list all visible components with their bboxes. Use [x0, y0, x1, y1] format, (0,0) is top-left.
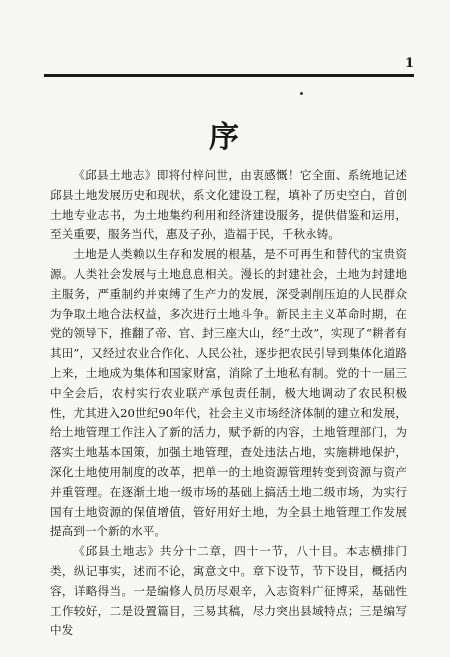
scan-speck — [300, 92, 303, 95]
page-number: 1 — [404, 56, 414, 71]
paragraph: 《邱县土地志》共分十二章，四十一节，八十目。本志横排门类，纵记事实，述而不论，寓意文中。章下设节，节下设目，概括内容，详略得当。一是编修人员历尽艰辛，入志资料广征博采，基础性工作较好，二是设置篇目，三易其稿，尽力突出县域特点；三是编写中发 — [50, 544, 407, 638]
header-rule — [44, 74, 414, 77]
paragraph: 《邱县土地志》即将付梓问世，由衷感慨！它全面、系统地记述邱县土地发展历史和现状，系文化建设工程，填补了历史空白，首创土地专业志书，为土地集约利用和经济建设服务，提供借鉴和运用，至关重要，服务当代，惠及子孙，造福于民，千秋永铸。 — [50, 168, 407, 242]
paragraph: 土地是人类赖以生存和发展的根基，是不可再生和替代的宝贵资源。人类社会发展与土地息息相关。漫长的封建社会，土地为封建地主服务，严重制约并束缚了生产力的发展，深受剥削压迫的人民群众为争取土地合法权益，多次进行土地斗争。新民主主义革命时期，在党的领导下，推翻了帝、官、封三座大山，经“土改”，实现了“耕者有其田”，又经过农业合作化、人民公社，逐步把农民引导到集体化道路上来，土地成为集体和国家财富，消除了土地私有制。党的十一届三中全会后，农村实行农业联产承包责任制，极大地调动了农民积极性，尤其进入20世纪90年代，社会主义市场经济体制的建立和发展，给土地管理工作注入了新的活力，赋予新的内容，土地管理部门，为落实土地基本国策，加强土地管理，查处违法占地，实施耕地保护，深化土地使用制度的改革，把单一的土地资源管理转变到资源与资产并重管理。在逐渐土地一级市场的基础上搞活土地二级市场，为实行国有土地资源的保值增值，管好用好土地，为全县土地管理工作发展提高到一个新的水平。 — [50, 247, 407, 539]
page-title: 序 — [209, 120, 241, 155]
body-text — [50, 166, 407, 654]
